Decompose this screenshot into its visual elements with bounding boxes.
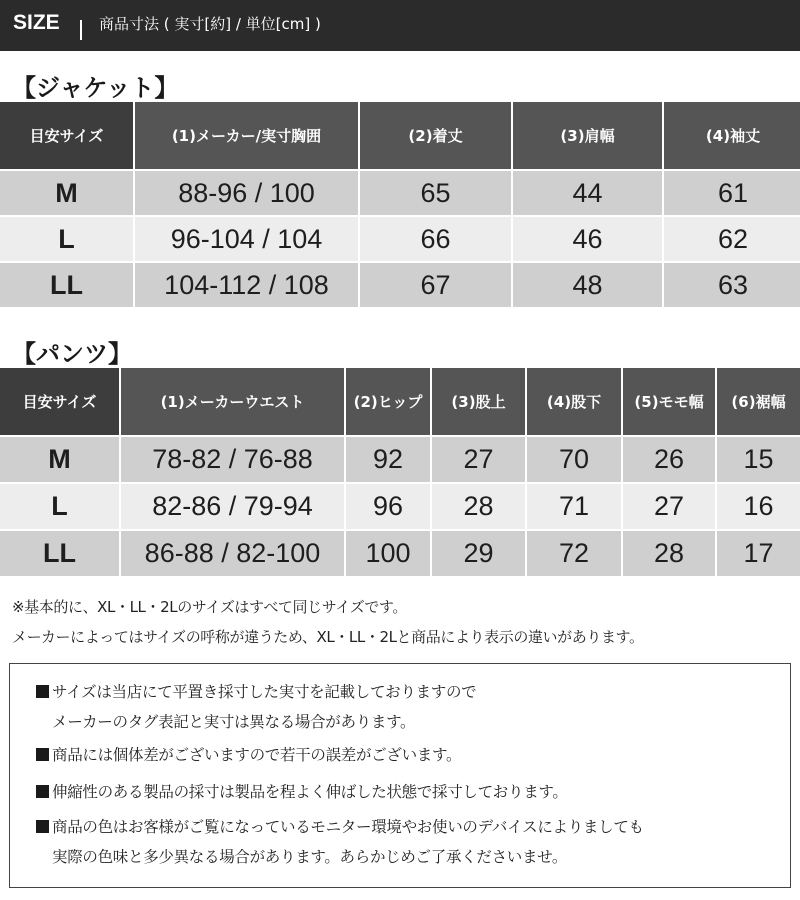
table-cell: 15 bbox=[717, 437, 800, 482]
table-cell: 78-82 / 76-88 bbox=[121, 437, 344, 482]
table-cell: 71 bbox=[527, 484, 621, 529]
table-cell: 27 bbox=[623, 484, 715, 529]
table-cell: 29 bbox=[432, 531, 525, 576]
table-header-cell: (4)袖丈 bbox=[664, 102, 800, 169]
jacket-size-table bbox=[0, 102, 800, 307]
table-cell: 27 bbox=[432, 437, 525, 482]
table-row-size: L bbox=[0, 217, 133, 261]
header-subtitle: 商品寸法 ( 実寸[約] / 単位[cm] ) bbox=[99, 15, 321, 33]
table-header-cell: (1)メーカーウエスト bbox=[121, 368, 344, 435]
table-cell: 63 bbox=[664, 263, 800, 307]
table-cell: 28 bbox=[432, 484, 525, 529]
table-cell: 44 bbox=[513, 171, 662, 215]
disclaimer-item bbox=[36, 740, 461, 770]
table-cell: 86-88 / 82-100 bbox=[121, 531, 344, 576]
table-row-size: LL bbox=[0, 263, 133, 307]
table-cell: 100 bbox=[346, 531, 430, 576]
table-cell: 82-86 / 79-94 bbox=[121, 484, 344, 529]
note-line: ※基本的に、XL・LL・2Lのサイズはすべて同じサイズです。 bbox=[12, 598, 407, 616]
square-bullet-icon bbox=[36, 785, 49, 798]
size-label: SIZE bbox=[13, 11, 60, 34]
table-cell: 96-104 / 104 bbox=[135, 217, 358, 261]
pants-size-table bbox=[0, 368, 800, 576]
square-bullet-icon bbox=[36, 748, 49, 761]
table-cell: 46 bbox=[513, 217, 662, 261]
disclaimer-item bbox=[36, 677, 476, 737]
table-row-size: LL bbox=[0, 531, 119, 576]
table-header-cell: (3)肩幅 bbox=[513, 102, 662, 169]
table-cell: 104-112 / 108 bbox=[135, 263, 358, 307]
table-cell: 17 bbox=[717, 531, 800, 576]
table-row-size: M bbox=[0, 171, 133, 215]
jacket-section-title: 【ジャケット】 bbox=[12, 74, 179, 102]
table-header-cell: 目安サイズ bbox=[0, 368, 119, 435]
table-cell: 65 bbox=[360, 171, 511, 215]
table-header-cell: (6)裾幅 bbox=[717, 368, 800, 435]
table-header-cell: (4)股下 bbox=[527, 368, 621, 435]
header-divider bbox=[80, 20, 82, 40]
table-header-cell: 目安サイズ bbox=[0, 102, 133, 169]
disclaimer-item bbox=[36, 812, 644, 872]
disclaimer-text: 商品の色はお客様がご覧になっているモニター環境やお使いのデバイスによりましても bbox=[52, 818, 644, 836]
disclaimer-item bbox=[36, 777, 568, 807]
table-header-cell: (3)股上 bbox=[432, 368, 525, 435]
table-cell: 67 bbox=[360, 263, 511, 307]
table-cell: 72 bbox=[527, 531, 621, 576]
note-line: メーカーによってはサイズの呼称が違うため、XL・LL・2Lと商品により表示の違いがあります。 bbox=[12, 628, 644, 646]
table-header-cell: (2)着丈 bbox=[360, 102, 511, 169]
square-bullet-icon bbox=[36, 685, 49, 698]
disclaimer-text: 実際の色味と多少異なる場合があります。あらかじめご了承くださいませ。 bbox=[52, 848, 568, 866]
table-cell: 16 bbox=[717, 484, 800, 529]
table-cell: 70 bbox=[527, 437, 621, 482]
disclaimer-box bbox=[9, 663, 791, 888]
table-cell: 88-96 / 100 bbox=[135, 171, 358, 215]
size-notes bbox=[12, 592, 644, 652]
disclaimer-text: メーカーのタグ表記と実寸は異なる場合があります。 bbox=[52, 713, 416, 731]
table-cell: 62 bbox=[664, 217, 800, 261]
disclaimer-text: サイズは当店にて平置き採寸した実寸を記載しておりますので bbox=[52, 683, 477, 701]
table-cell: 61 bbox=[664, 171, 800, 215]
table-header-cell: (1)メーカー/実寸胸囲 bbox=[135, 102, 358, 169]
table-header-cell: (2)ヒップ bbox=[346, 368, 430, 435]
table-cell: 66 bbox=[360, 217, 511, 261]
table-cell: 92 bbox=[346, 437, 430, 482]
table-cell: 28 bbox=[623, 531, 715, 576]
table-cell: 48 bbox=[513, 263, 662, 307]
table-cell: 26 bbox=[623, 437, 715, 482]
table-header-cell: (5)モモ幅 bbox=[623, 368, 715, 435]
size-header-bar bbox=[0, 0, 800, 51]
table-row-size: L bbox=[0, 484, 119, 529]
square-bullet-icon bbox=[36, 820, 49, 833]
disclaimer-text: 商品には個体差がございますので若干の誤差がございます。 bbox=[52, 746, 462, 764]
table-row-size: M bbox=[0, 437, 119, 482]
disclaimer-text: 伸縮性のある製品の採寸は製品を程よく伸ばした状態で採寸しております。 bbox=[52, 783, 568, 801]
pants-section-title: 【パンツ】 bbox=[12, 340, 132, 368]
table-cell: 96 bbox=[346, 484, 430, 529]
